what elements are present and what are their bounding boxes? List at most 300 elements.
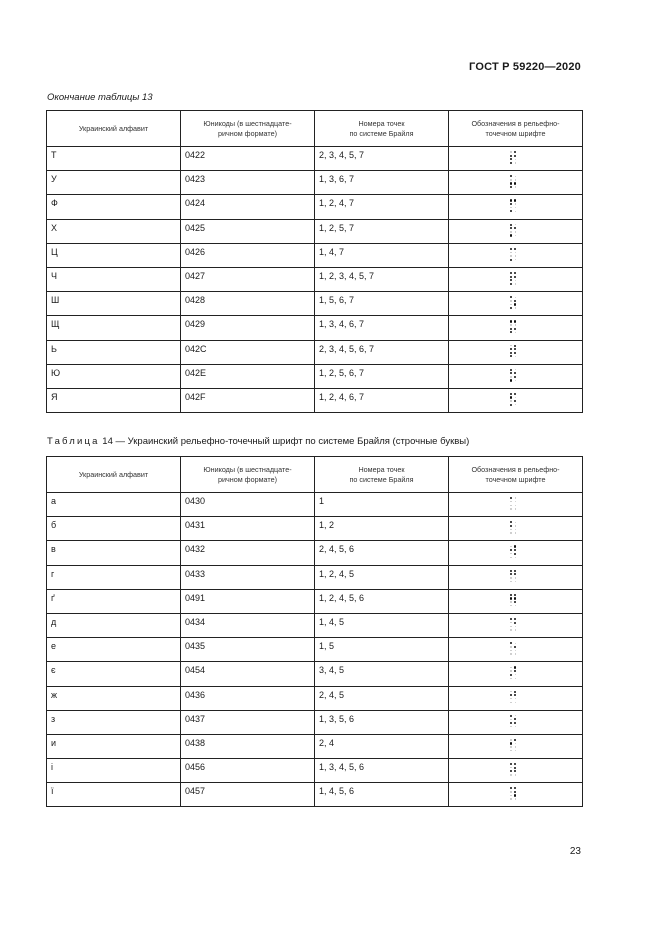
braille-dot [514,328,516,330]
braille-symbol-cell [449,638,583,662]
unicode-cell: 0423 [181,171,315,195]
unicode-cell: 0422 [181,147,315,171]
braille-dot [510,497,512,499]
table14-caption-number: 14 [102,436,113,447]
dot-numbers-cell: 1, 2, 5, 6, 7 [315,364,449,388]
braille-dot [514,400,516,402]
braille-symbol-cell [449,783,583,807]
braille-dot [514,151,516,153]
braille-dot [510,283,512,285]
column-header-braille-symbol: Обозначения в рельефно- точечном шрифте [449,111,583,147]
dot-numbers-cell: 1, 4, 5, 6 [315,783,449,807]
table14-body [47,493,583,807]
braille-dot [514,694,516,696]
braille-dot [510,739,511,740]
braille-dot [515,211,516,212]
table-row [47,662,583,686]
braille-dot [510,307,512,309]
braille-symbol-cell [449,243,583,267]
braille-dot [510,767,511,768]
letter-cell: е [47,638,181,662]
braille-dot [510,158,512,160]
dot-numbers-cell: 1, 3, 5, 6 [315,710,449,734]
braille-symbol-cell [449,565,583,589]
braille-dot [515,525,516,526]
braille-dot [514,770,516,772]
braille-dot [510,345,511,346]
braille-dot [514,666,516,668]
table-row [47,195,583,219]
braille-dot [510,376,511,377]
unicode-cell: 0438 [181,734,315,758]
table14 [46,456,583,807]
braille-dot [510,272,512,274]
braille-dot [510,259,512,261]
braille-dot [510,379,512,381]
braille-dot [514,345,516,347]
braille-dot [514,670,516,672]
braille-dot [515,235,516,236]
braille-dot [514,791,516,793]
unicode-cell: 0426 [181,243,315,267]
braille-dot [510,234,512,236]
braille-dot [510,626,511,627]
braille-dot [510,553,511,554]
braille-dot [510,182,512,184]
braille-dot [515,162,516,163]
braille-dot [515,176,516,177]
braille-dot [510,622,511,623]
table-row [47,147,583,171]
braille-cell-icon [510,642,520,656]
braille-dot [510,570,512,572]
braille-dot [515,508,516,509]
braille-symbol-cell [449,147,583,171]
braille-symbol-cell [449,195,583,219]
braille-dot [510,594,512,596]
letter-cell: Ш [47,292,181,316]
letter-cell: д [47,613,181,637]
braille-dot [514,597,516,599]
table-row [47,541,583,565]
dot-numbers-cell: 1, 3, 6, 7 [315,171,449,195]
braille-dot [510,726,511,727]
braille-symbol-cell [449,613,583,637]
braille-dot [510,328,512,330]
braille-cell-icon [510,320,520,334]
table-row [47,589,583,613]
braille-dot [510,577,511,578]
braille-dot [510,791,511,792]
braille-cell-icon [510,296,520,310]
letter-cell: Ч [47,267,181,291]
braille-dot [510,746,511,747]
braille-dot [510,546,511,547]
dot-numbers-cell: 1, 2, 4, 6, 7 [315,388,449,412]
braille-dot [514,573,516,575]
table-header-row [47,457,583,493]
unicode-cell: 0430 [181,493,315,517]
braille-symbol-cell [449,171,583,195]
table-row [47,565,583,589]
braille-cell-icon [510,545,520,559]
braille-dot [515,252,516,253]
column-header-braille-symbol: Обозначения в рельефно- точечном шрифте [449,457,583,493]
unicode-cell: 0432 [181,541,315,565]
braille-dot [510,702,511,703]
braille-dot [514,622,516,624]
braille-dot [510,355,512,357]
braille-dot [510,795,511,796]
braille-dot [514,155,516,157]
braille-dot [510,155,512,157]
braille-symbol-cell [449,340,583,364]
dot-numbers-cell: 1, 2 [315,517,449,541]
braille-cell-icon [510,272,520,286]
braille-dot [510,203,512,205]
braille-dot [510,601,511,602]
braille-dot [514,227,516,229]
braille-cell-icon [510,594,520,608]
dot-numbers-cell: 1, 2, 5, 7 [315,219,449,243]
braille-dot [514,594,516,596]
braille-dot [510,763,512,765]
column-header-unicode: Юникоды (в шестнадцате- ричном формате) [181,111,315,147]
braille-dot [510,248,512,250]
unicode-cell: 0454 [181,662,315,686]
braille-dot [510,279,512,281]
braille-dot [510,324,511,325]
letter-cell: Ф [47,195,181,219]
braille-dot [515,307,516,308]
letter-cell: Щ [47,316,181,340]
braille-dot [515,774,516,775]
dot-numbers-cell: 1, 5 [315,638,449,662]
braille-dot [510,618,512,620]
letter-cell: ґ [47,589,181,613]
braille-dot [515,698,516,699]
braille-symbol-cell [449,493,583,517]
letter-cell: Т [47,147,181,171]
table13-caption: Окончание таблицы 13 [47,92,153,103]
unicode-cell: 0434 [181,613,315,637]
table-row [47,710,583,734]
braille-dot [510,650,511,651]
braille-dot [515,255,516,256]
table14-caption [47,436,469,447]
braille-dot [510,642,512,644]
braille-dot [510,276,512,278]
braille-symbol-cell [449,292,583,316]
unicode-cell: 0424 [181,195,315,219]
braille-dot [510,231,511,232]
page-number: 23 [569,846,581,857]
braille-dot [510,372,512,374]
braille-dot [510,186,512,188]
letter-cell: Х [47,219,181,243]
braille-dot [514,272,516,274]
braille-symbol-cell [449,662,583,686]
dot-numbers-cell: 1, 4, 5 [315,613,449,637]
braille-dot [515,397,516,398]
braille-dot [510,396,512,398]
braille-dot [514,248,516,250]
braille-dot [515,280,516,281]
letter-cell: з [47,710,181,734]
braille-dot [515,356,516,357]
braille-dot [510,787,512,789]
braille-dot [510,653,511,654]
table-row [47,759,583,783]
braille-symbol-cell [449,267,583,291]
braille-dot [510,252,511,253]
braille-symbol-cell [449,589,583,613]
braille-cell-icon [510,393,520,407]
braille-dot [510,770,512,772]
braille-dot [515,501,516,502]
table-row [47,340,583,364]
table-row [47,364,583,388]
braille-dot [515,297,516,298]
unicode-cell: 0456 [181,759,315,783]
braille-dot [510,162,512,164]
braille-symbol-cell [449,734,583,758]
braille-dot [515,798,516,799]
table-row [47,783,583,807]
braille-dot [510,573,512,575]
braille-dot [514,300,516,302]
unicode-cell: 0457 [181,783,315,807]
table-row [47,316,583,340]
braille-dot [515,203,516,204]
unicode-cell: 0436 [181,686,315,710]
braille-cell-icon [510,763,520,777]
unicode-cell: 042C [181,340,315,364]
braille-dot [514,570,516,572]
table13-body [47,147,583,413]
braille-dot [514,549,516,551]
table-row [47,243,583,267]
braille-cell-icon [510,497,520,511]
braille-dot [515,726,516,727]
table-header-row [47,111,583,147]
braille-dot [514,553,516,555]
braille-dot [510,715,512,717]
table-row [47,267,583,291]
unicode-cell: 0427 [181,267,315,291]
braille-cell-icon [510,618,520,632]
braille-dot [510,352,512,354]
document-code: ГОСТ Р 59220—2020 [469,61,581,73]
braille-dot [515,259,516,260]
braille-dot [514,763,516,765]
braille-dot [510,719,511,720]
braille-dot [515,746,516,747]
braille-dot [514,787,516,789]
braille-dot [510,179,511,180]
braille-dot [510,393,512,395]
braille-dot [515,404,516,405]
table14-caption-prefix: Таблица [47,436,100,447]
braille-dot [510,722,512,724]
braille-dot [510,529,511,530]
braille-cell-icon [510,521,520,535]
braille-dot [510,304,511,305]
unicode-cell: 0429 [181,316,315,340]
table14-caption-title: — Украинский рельефно-точечный шрифт по системе Брайля (строчные буквы) [112,436,470,447]
braille-dot [510,175,512,177]
table13 [46,110,583,413]
braille-dot [515,629,516,630]
letter-cell: б [47,517,181,541]
braille-dot [510,678,511,679]
braille-dot [510,501,511,502]
braille-dot [515,207,516,208]
braille-dot [515,743,516,744]
braille-dot [510,525,512,527]
braille-dot [515,715,516,716]
braille-dot [510,557,511,558]
column-header-alphabet: Украинский алфавит [47,457,181,493]
column-header-dot-numbers: Номера точек по системе Брайля [315,457,449,493]
braille-cell-icon [510,787,520,801]
braille-dot [510,199,512,201]
braille-dot [510,667,511,668]
braille-dot [514,722,516,724]
braille-symbol-cell [449,316,583,340]
braille-cell-icon [510,691,520,705]
dot-numbers-cell: 1, 3, 4, 6, 7 [315,316,449,340]
braille-dot [515,332,516,333]
braille-dot [514,545,516,547]
braille-cell-icon [510,369,520,383]
braille-dot [510,581,511,582]
braille-symbol-cell [449,517,583,541]
braille-cell-icon [510,739,520,753]
unicode-cell: 0425 [181,219,315,243]
braille-dot [514,601,516,603]
braille-symbol-cell [449,759,583,783]
braille-cell-icon [510,666,520,680]
braille-cell-icon [510,345,520,359]
column-header-unicode: Юникоды (в шестнадцате- ричном формате) [181,457,315,493]
braille-dot [510,210,512,212]
dot-numbers-cell: 1, 3, 4, 5, 6 [315,759,449,783]
braille-dot [515,650,516,651]
braille-dot [514,739,516,741]
braille-dot [514,691,516,693]
letter-cell: ї [47,783,181,807]
braille-dot [510,750,511,751]
dot-numbers-cell: 1, 5, 6, 7 [315,292,449,316]
braille-dot [514,320,516,322]
dot-numbers-cell: 1, 2, 3, 4, 5, 7 [315,267,449,291]
braille-dot [515,283,516,284]
braille-dot [510,400,511,401]
braille-dot [510,296,512,298]
braille-dot [515,529,516,530]
braille-dot [510,605,511,606]
braille-cell-icon [510,570,520,584]
letter-cell: и [47,734,181,758]
table-row [47,638,583,662]
braille-dot [515,380,516,381]
braille-cell-icon [510,151,520,165]
dot-numbers-cell: 1, 2, 4, 5, 6 [315,589,449,613]
column-header-dot-numbers: Номера точек по системе Брайля [315,111,449,147]
braille-symbol-cell [449,364,583,388]
braille-dot [510,629,511,630]
braille-dot [515,532,516,533]
table-row [47,171,583,195]
braille-dot [510,691,511,692]
unicode-cell: 0491 [181,589,315,613]
braille-dot [510,331,512,333]
braille-dot [515,224,516,225]
letter-cell: є [47,662,181,686]
unicode-cell: 0433 [181,565,315,589]
braille-dot [514,182,516,184]
braille-dot [510,646,511,647]
braille-dot [510,532,511,533]
braille-symbol-cell [449,710,583,734]
braille-dot [510,207,511,208]
braille-dot [510,369,512,371]
braille-cell-icon [510,199,520,213]
letter-cell: Ь [47,340,181,364]
table-row [47,493,583,517]
table-row [47,517,583,541]
braille-dot [510,670,511,671]
braille-symbol-cell [449,388,583,412]
braille-symbol-cell [449,686,583,710]
letter-cell: У [47,171,181,195]
braille-dot [510,224,512,226]
braille-dot [514,718,516,720]
dot-numbers-cell: 1, 4, 7 [315,243,449,267]
braille-dot [515,581,516,582]
braille-dot [515,231,516,232]
unicode-cell: 042F [181,388,315,412]
braille-dot [515,324,516,325]
unicode-cell: 0431 [181,517,315,541]
unicode-cell: 042E [181,364,315,388]
unicode-cell: 0428 [181,292,315,316]
braille-dot [515,179,516,180]
braille-dot [514,372,516,374]
braille-dot [510,508,511,509]
braille-dot [510,798,511,799]
braille-symbol-cell [449,541,583,565]
braille-dot [515,557,516,558]
letter-cell: Я [47,388,181,412]
braille-dot [514,794,516,796]
dot-numbers-cell: 1, 2, 4, 7 [315,195,449,219]
braille-dot [515,497,516,498]
braille-dot [515,369,516,370]
braille-dot [510,698,511,699]
dot-numbers-cell: 3, 4, 5 [315,662,449,686]
unicode-cell: 0435 [181,638,315,662]
dot-numbers-cell: 2, 3, 4, 5, 6, 7 [315,340,449,364]
letter-cell: в [47,541,181,565]
braille-cell-icon [510,248,520,262]
braille-dot [515,186,516,187]
braille-dot [514,352,516,354]
table-row [47,613,583,637]
braille-dot [515,605,516,606]
braille-dot [510,151,511,152]
